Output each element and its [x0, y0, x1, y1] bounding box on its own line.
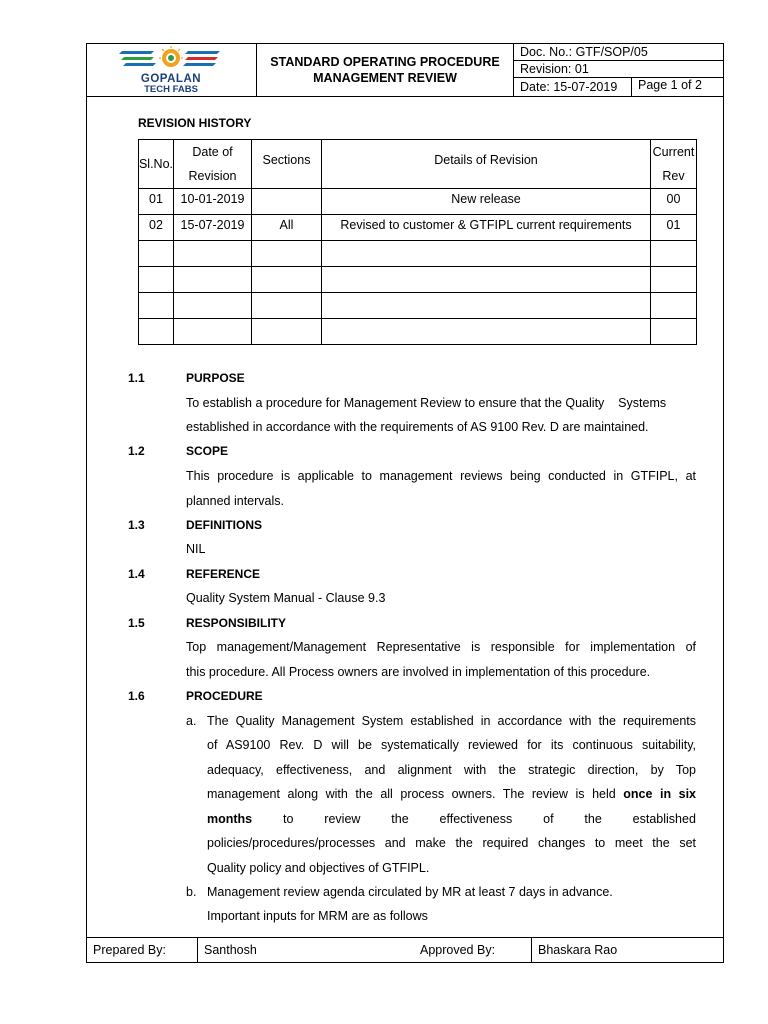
procedure-a-line6: policies/procedures/processes and make the required changes to meet the set: [207, 836, 696, 850]
procedure-a-line5-word: established: [632, 812, 696, 826]
logo-sunburst-icon: [118, 45, 224, 73]
table-cell-date: 10-01-2019: [180, 192, 245, 206]
document-title: [257, 44, 513, 96]
section-title-responsibility: RESPONSIBILITY: [186, 616, 287, 630]
procedure-a-line3: adequacy, effectiveness, and alignment with the strategic direction, by Top: [207, 763, 696, 777]
section-title-scope: SCOPE: [186, 444, 229, 458]
title-line1: STANDARD OPERATING PROCEDURE: [270, 55, 500, 69]
table-cell-details: Revised to customer & GTFIPL current requirements: [340, 218, 632, 232]
column-header-details: Details of Revision: [434, 153, 538, 167]
procedure-a-line5-word: to: [283, 812, 294, 826]
doc-number: Doc. No.: GTF/SOP/05: [520, 45, 648, 59]
procedure-a-line5: [207, 807, 696, 832]
procedure-a-line5-word: effectiveness: [439, 812, 513, 826]
table-cell-rev: 01: [666, 218, 681, 232]
procedure-a-line5-word: of: [543, 812, 554, 826]
procedure-b-line2: Important inputs for MRM are as follows: [207, 909, 428, 923]
list-marker-a: a.: [186, 714, 197, 728]
section-number-procedure: 1.6: [128, 689, 145, 703]
section-title-definitions: DEFINITIONS: [186, 518, 263, 532]
procedure-a-line1: The Quality Management System established in accordance with the requirements: [207, 714, 696, 728]
table-cell-slno: 02: [149, 218, 163, 232]
procedure-a-line5-word: the: [391, 812, 409, 826]
column-header-slno: Sl.No.: [138, 157, 174, 171]
column-header-date: [174, 140, 251, 188]
page-number: Page 1 of 2: [638, 78, 702, 92]
procedure-b-line1: Management review agenda circulated by MR at least 7 days in advance.: [207, 885, 613, 899]
definitions-text: NIL: [186, 542, 206, 556]
column-header-rev-line1: Current: [652, 145, 695, 159]
table-cell-slno: 01: [149, 192, 163, 206]
scope-text-line1: This procedure is applicable to management reviews being conducted in GTFIPL, at: [186, 469, 696, 483]
reference-text: Quality System Manual - Clause 9.3: [186, 591, 386, 605]
prepared-by-name: Santhosh: [204, 943, 257, 957]
procedure-a-line4-bold: once in six: [623, 787, 696, 801]
revision-history-title: REVISION HISTORY: [138, 116, 252, 130]
scope-text-line2: planned intervals.: [186, 494, 284, 508]
section-number-responsibility: 1.5: [128, 616, 145, 630]
table-cell-details: New release: [451, 192, 521, 206]
section-number-scope: 1.2: [128, 444, 145, 458]
revision-number: Revision: 01: [520, 62, 589, 76]
approved-by-label: Approved By:: [420, 943, 496, 957]
list-marker-b: b.: [186, 885, 197, 899]
section-number-reference: 1.4: [128, 567, 145, 581]
responsibility-text-line2: this procedure. All Process owners are involved in implementation of this procedure.: [186, 665, 651, 679]
procedure-a-line4: [207, 782, 696, 807]
company-logo: [118, 45, 224, 95]
approved-by-name: Bhaskara Rao: [538, 943, 618, 957]
table-cell-rev: 00: [666, 192, 681, 206]
purpose-text-line2: established in accordance with the requirements of AS 9100 Rev. D are maintained.: [186, 420, 649, 434]
procedure-a-line2: of AS9100 Rev. D will be systematically reviewed for its continuous suitability,: [207, 738, 696, 752]
table-cell-sections: [252, 189, 321, 209]
responsibility-text-line1: Top management/Management Representative is responsible for implementation of: [186, 640, 696, 654]
procedure-a-line5-bold: months: [207, 812, 253, 826]
company-name-line2: TECH FABS: [144, 84, 198, 95]
procedure-a-line5-word: review: [324, 812, 361, 826]
procedure-a-line7: Quality policy and objectives of GTFIPL.: [207, 861, 430, 875]
company-name-line1: GOPALAN: [140, 73, 202, 85]
procedure-a-line4-text: management along with the all process owners. The review is held: [207, 787, 624, 801]
table-cell-sections: All: [279, 218, 294, 232]
column-header-date-line1: Date of: [192, 145, 233, 159]
table-cell-date: 15-07-2019: [180, 218, 245, 232]
section-title-purpose: PURPOSE: [186, 371, 245, 385]
column-header-current-rev: [651, 140, 696, 188]
purpose-text-line1: To establish a procedure for Management Review to ensure that the Quality Systems: [186, 396, 667, 410]
section-number-definitions: 1.3: [128, 518, 145, 532]
section-title-reference: REFERENCE: [186, 567, 261, 581]
doc-date: Date: 15-07-2019: [520, 80, 618, 94]
section-number-purpose: 1.1: [128, 371, 145, 385]
column-header-date-line2: Revision: [188, 169, 237, 183]
procedure-a-line5-word: the: [584, 812, 602, 826]
column-header-sections: Sections: [262, 153, 311, 167]
prepared-by-label: Prepared By:: [93, 943, 166, 957]
section-title-procedure: PROCEDURE: [186, 689, 263, 703]
title-line2: MANAGEMENT REVIEW: [313, 71, 457, 85]
column-header-rev-line2: Rev: [662, 169, 685, 183]
